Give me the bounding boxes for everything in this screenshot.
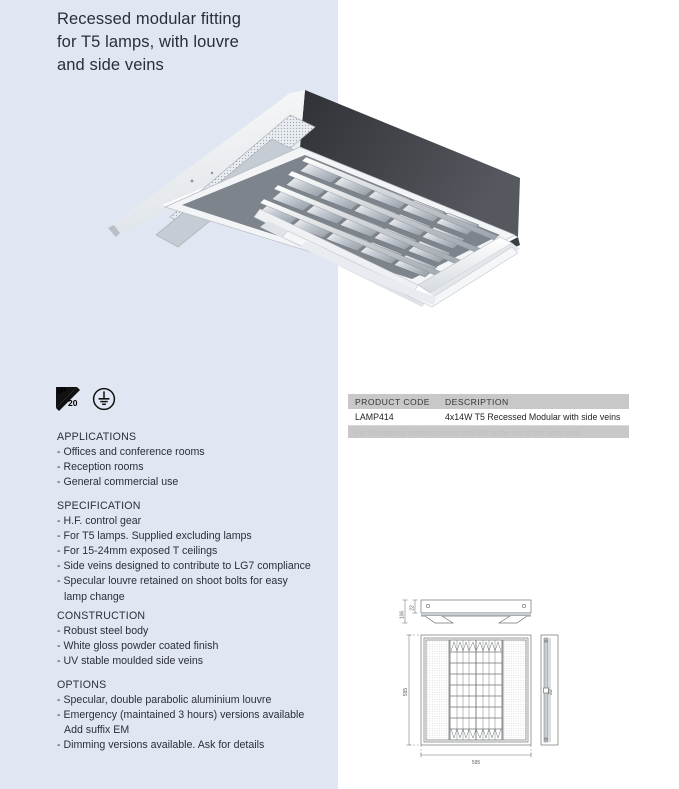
ip-label: IP [57,386,66,397]
specification-line-6: lamp change [64,590,125,603]
page-title-line-3: and side veins [57,56,164,74]
table-row [348,409,629,426]
column-header-product-code: PRODUCT CODE [355,396,430,407]
dim-label-depth: 22 [409,605,416,611]
specification-line-1: - H.F. control gear [57,515,142,528]
luminaire-illustration [100,85,520,347]
section-options [57,678,337,753]
options-line-2: - Emergency (maintained 3 hours) versions available [57,709,305,722]
applications-line-1: - Offices and conference rooms [57,446,205,459]
specification-line-2: - For T5 lamps. Supplied excluding lamps [57,530,252,543]
options-line-4: - Dimming versions available. Ask for details [57,739,265,752]
ip-value: 20 [68,398,78,408]
technical-drawing [395,595,580,767]
applications-line-3: - General commercial use [57,476,179,489]
ip-rating-icon [56,387,83,411]
page-title [57,8,332,77]
cell-description: 4x14W T5 Recessed Modular with side veins [445,412,621,422]
section-heading-applications: APPLICATIONS [57,431,137,443]
dim-label-width-vertical: 595 [403,687,409,697]
cell-product-code: LAMP414 [355,412,394,422]
page-title-line-2: for T5 lamps, with louvre [57,33,239,51]
dim-label-width-horizontal: 595 [471,760,481,766]
section-specification [57,499,337,605]
section-applications [57,430,337,490]
earth-ground-icon [92,387,116,411]
dimension-drawing [395,595,580,767]
construction-line-3: - UV stable moulded side veins [57,655,204,668]
product-code-table [348,394,629,438]
section-heading-specification: SPECIFICATION [57,500,141,512]
options-line-3: Add suffix EM [64,724,130,737]
table-header-row [348,394,629,409]
column-header-description: DESCRIPTION [445,396,509,407]
construction-line-1: - Robust steel body [57,625,149,638]
table-footnote: For Emergency versions please add /EM to the end of the order code [348,426,629,438]
construction-line-2: - White gloss powder coated finish [57,640,219,653]
applications-line-2: - Reception rooms [57,461,144,474]
section-construction [57,609,337,669]
dim-label-side: 22 [548,689,554,695]
product-photo [100,85,520,347]
section-heading-construction: CONSTRUCTION [57,610,146,622]
specification-line-3: - For 15-24mm exposed T ceilings [57,545,218,558]
section-heading-options: OPTIONS [57,679,107,691]
specification-line-5: - Specular louvre retained on shoot bolts for easy [57,575,288,588]
page-title-line-1: Recessed modular fitting [57,10,241,28]
specification-line-4: - Side veins designed to contribute to LG7 compliance [57,560,311,573]
dim-label-height: 106 [399,610,406,620]
rating-icons [56,387,116,411]
options-line-1: - Specular, double parabolic aluminium louvre [57,694,272,707]
